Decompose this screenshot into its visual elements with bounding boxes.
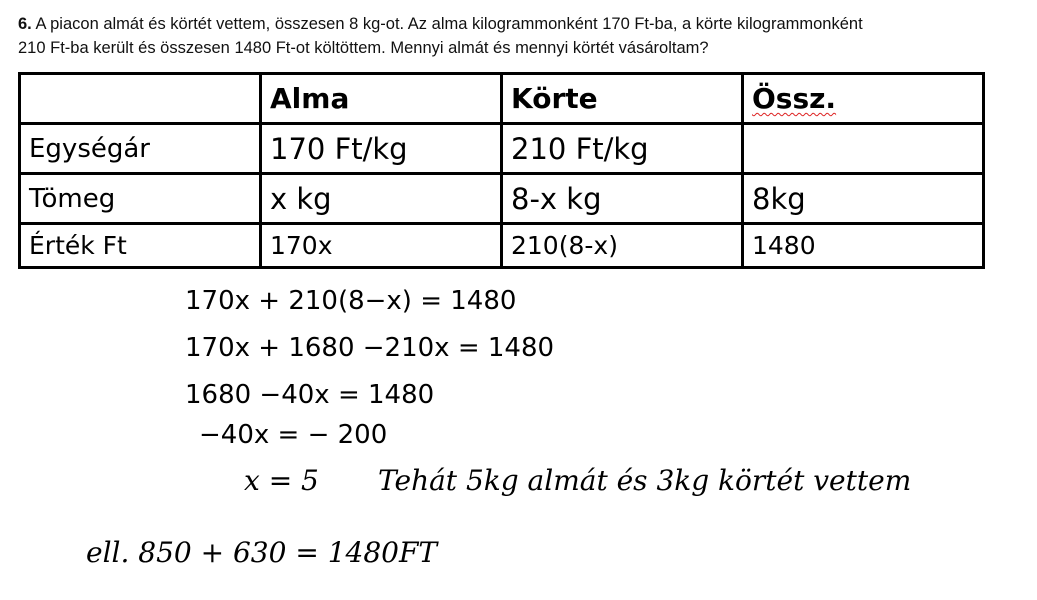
equation-1: 170x + 210(8−x) = 1480: [185, 286, 517, 316]
row-label: Tömeg: [20, 174, 261, 224]
check-equation: ell. 850 + 630 = 1480FT: [86, 536, 438, 569]
header-ossz-text: Össz.: [752, 82, 837, 115]
table-cell: x kg: [261, 174, 502, 224]
table-cell: 210(8-x): [502, 224, 743, 268]
row-label: Egységár: [20, 124, 261, 174]
conclusion-text: Tehát 5kg almát és 3kg körtét vettem: [378, 464, 912, 497]
table-row: [20, 124, 984, 174]
problem-text-1: A piacon almát és körtét vettem, összesen 8 kg-ot. Az alma kilogrammonként 170 Ft-ba, a körte kilogrammonként: [35, 15, 863, 33]
table-row: [20, 174, 984, 224]
equation-2: 170x + 1680 −210x = 1480: [185, 333, 555, 363]
problem-line-2: 210 Ft-ba került és összesen 1480 Ft-ot költöttem. Mennyi almát és mennyi körtét vásároltam?: [18, 39, 709, 57]
header-cell-korte: Körte: [502, 74, 743, 124]
row-label: Érték Ft: [20, 224, 261, 268]
header-cell-ossz: [743, 74, 984, 124]
problem-number: 6.: [18, 15, 32, 33]
result-equation: x = 5: [244, 464, 319, 497]
table-cell: 170x: [261, 224, 502, 268]
table-cell: 8kg: [743, 174, 984, 224]
problem-line-1: [18, 12, 1018, 36]
equation-4: −40x = − 200: [199, 420, 388, 450]
table-cell: 8-x kg: [502, 174, 743, 224]
table-cell: 210 Ft/kg: [502, 124, 743, 174]
table-cell: 1480: [743, 224, 984, 268]
equation-3: 1680 −40x = 1480: [185, 380, 435, 410]
table-cell: [743, 124, 984, 174]
data-table: [18, 72, 985, 269]
table-cell: 170 Ft/kg: [261, 124, 502, 174]
problem-statement: [18, 12, 1018, 60]
header-cell-alma: Alma: [261, 74, 502, 124]
table-row: [20, 224, 984, 268]
table-header-row: [20, 74, 984, 124]
header-cell-empty: [20, 74, 261, 124]
